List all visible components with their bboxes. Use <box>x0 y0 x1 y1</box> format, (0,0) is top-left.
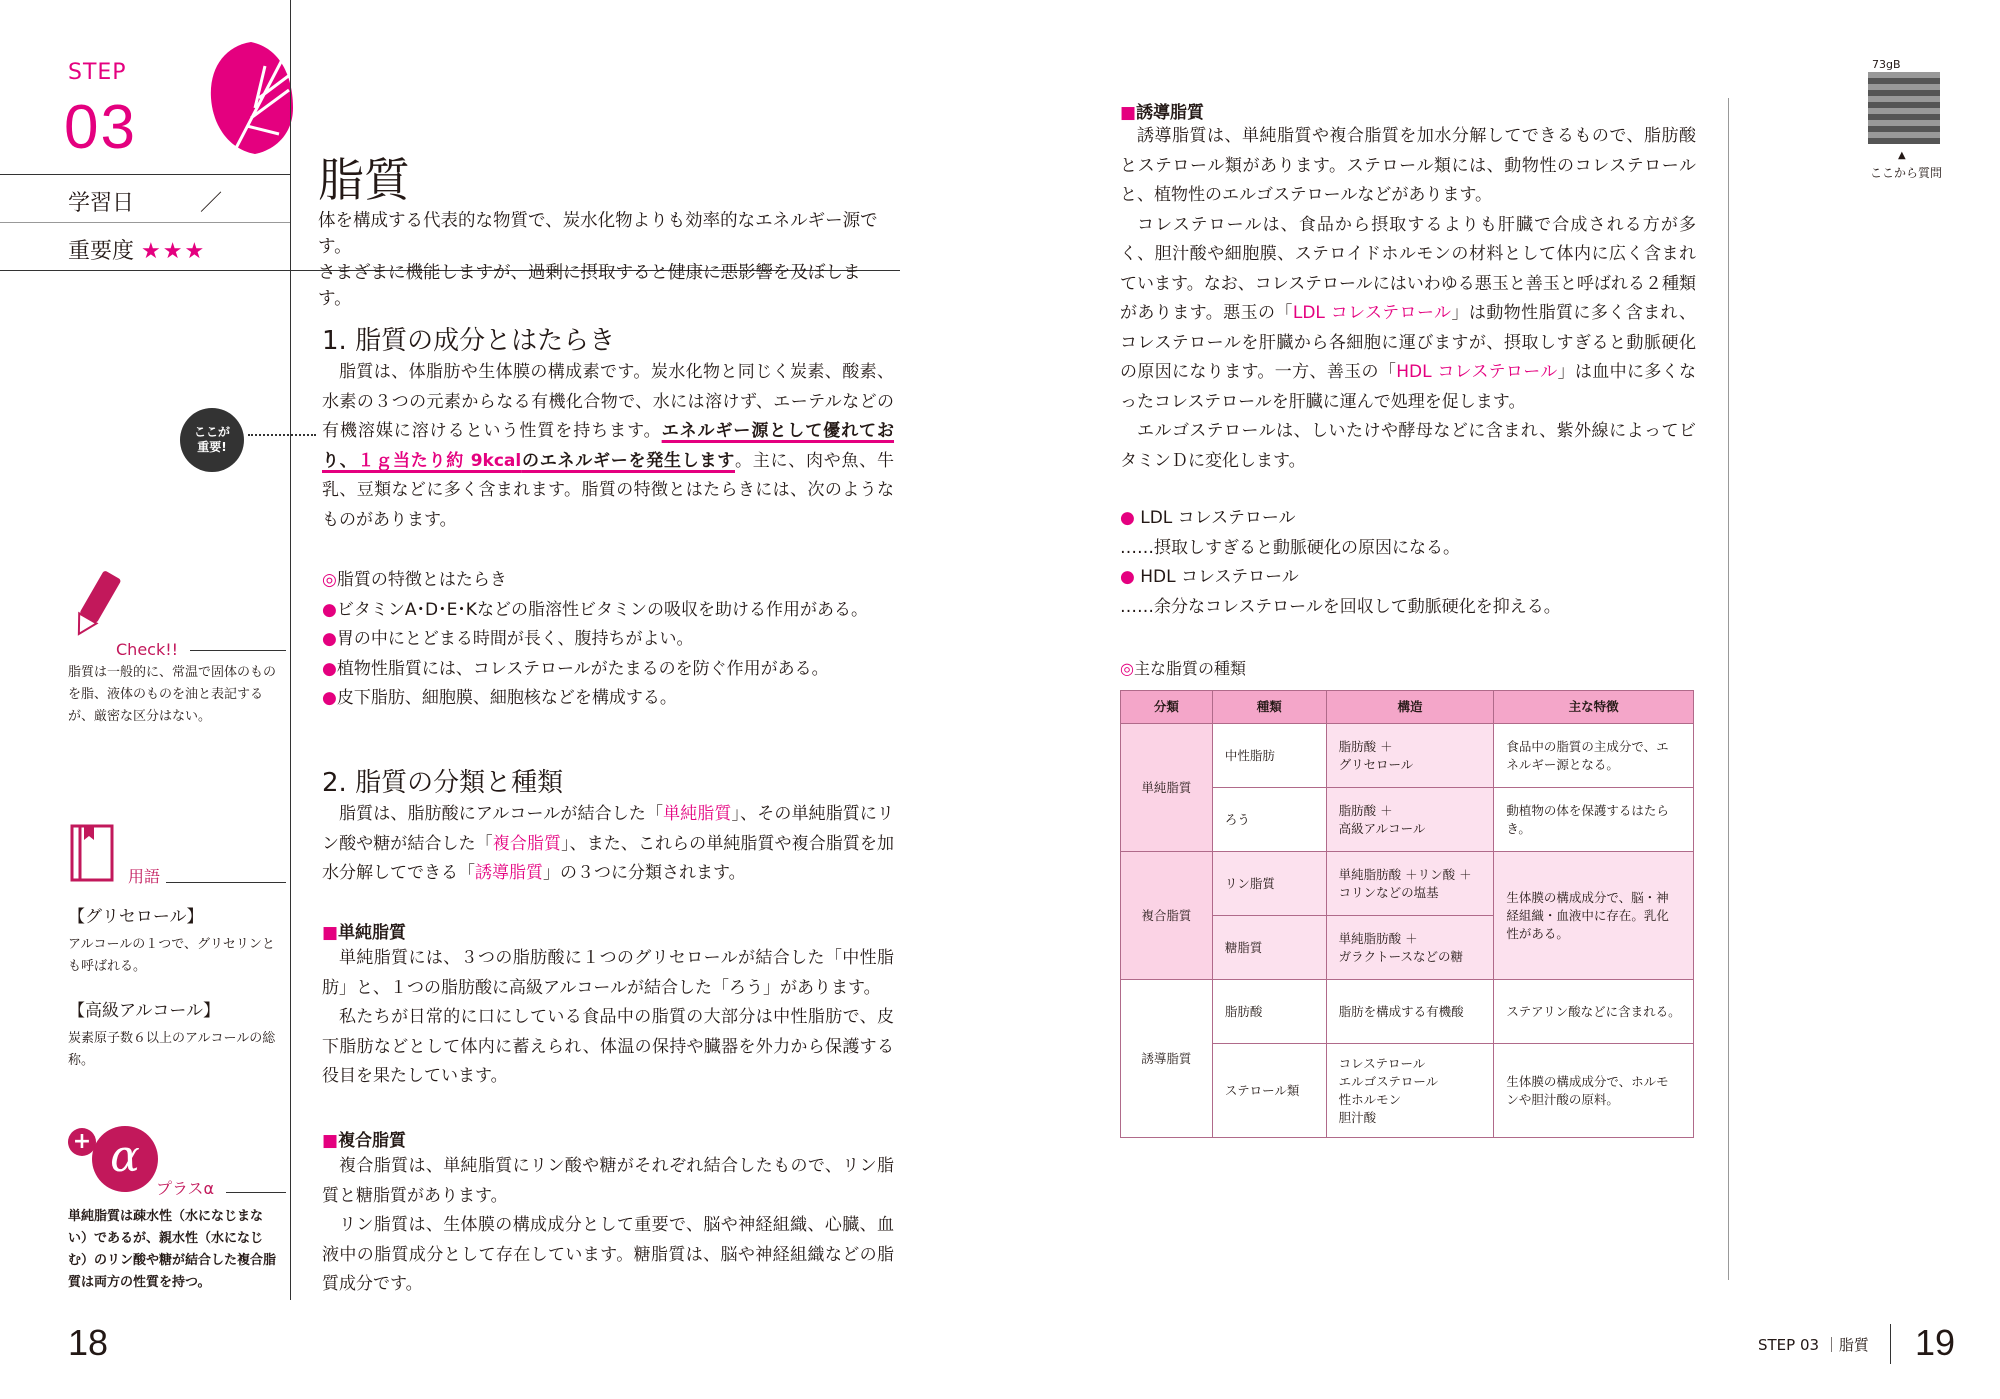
divider-top <box>0 174 290 175</box>
square-icon: ■ <box>322 1131 339 1151</box>
important-badge <box>180 408 244 472</box>
sec1-text-a: 脂質は、体脂肪や生体膜の構成素です。炭水化物と同じく炭素、酸素、水素の３つの元素からなる有機化合物で、水には溶けず、エーテルなどの有機溶媒に溶けるという性質を持ちます。 <box>322 362 894 441</box>
keyword-hdl: HDL コレステロール <box>1396 362 1558 382</box>
list-item <box>1120 504 1561 534</box>
table-header-cell: 主な特徴 <box>1494 691 1694 724</box>
square-icon: ■ <box>1120 103 1137 123</box>
importance-rating <box>68 234 206 265</box>
term-1-heading: 【グリセロール】 <box>68 907 204 927</box>
table-category-cell: 複合脂質 <box>1121 852 1213 980</box>
derived-text-2c: 」は血中に多くなったコレステロールを肝臓に運んで処理を促します。 <box>1120 362 1697 412</box>
table-cell: 生体膜の構成成分で、脳・神経組織・血液中に存在。乳化性がある。 <box>1494 852 1694 980</box>
lipid-types-table <box>1120 690 1694 1138</box>
table-cell: 動植物の体を保護するはたらき。 <box>1494 788 1694 852</box>
table-cell: コレステロール エルゴステロール 性ホルモン 胆汁酸 <box>1326 1044 1494 1138</box>
list-item <box>322 655 868 685</box>
term-1-text: アルコールの１つで、グリセリンとも呼ばれる。 <box>68 937 275 974</box>
complex-lipid-text-2: リン脂質は、生体膜の構成成分として重要で、脳や神経組織、心臓、血液中の脂質成分として存在しています。糖脂質は、脳や神経組織などの脂質成分です。 <box>322 1215 894 1294</box>
sec1-emphasis-2: １ｇ当たり約 9kcal <box>357 450 522 471</box>
ldl-description: ……摂取しすぎると動脈硬化の原因になる。 <box>1120 537 1460 558</box>
table-title <box>1120 656 1246 679</box>
ldl-title: LDL コレステロール <box>1140 508 1296 528</box>
table-header-cell: 構造 <box>1326 691 1494 724</box>
bullet-icon: ● <box>322 629 337 649</box>
sec1-text-b: 。主に、肉や魚、牛乳、豆類などに多く含まれます。脂質の特徴とはたらきには、次のようなものがあります。 <box>322 450 895 530</box>
table-header-cell: 分類 <box>1121 691 1213 724</box>
sec2-text-b: 」、その単純脂質にリン酸や糖が結合した「 <box>322 804 895 854</box>
table-category-cell: 単純脂質 <box>1121 724 1213 852</box>
keyword-ldl: LDL コレステロール <box>1292 303 1452 323</box>
qr-caption: ここから質問 <box>1870 166 1943 180</box>
derived-text-2b: 」は動物性脂質に多く含まれ、コレステロールを肝臓から各細胞に運びますが、摂取しすぎると動脈硬化の原因になります。一方、善玉の「 <box>1120 303 1696 382</box>
table-cell: 脂肪を構成する有機酸 <box>1326 980 1494 1044</box>
qr-code-icon[interactable] <box>1868 72 1940 144</box>
features-list <box>322 566 868 714</box>
table-cell: 単純脂肪酸 ＋ ガラクトースなどの糖 <box>1326 916 1494 980</box>
features-mark: ◎ <box>322 570 337 590</box>
complex-lipid-text-1: 複合脂質は、単純脂質にリン酸や糖がそれぞれ結合したもので、リン脂質と糖脂質があります。 <box>322 1156 894 1206</box>
divider-mid <box>0 222 290 223</box>
sec1-emphasis-1: エネルギー源として優れており、 <box>322 421 895 471</box>
bullet-icon: ● <box>322 688 337 708</box>
sec2-text-d: 」の３つに分類されます。 <box>543 863 746 883</box>
page-number-left: 18 <box>68 1322 109 1363</box>
yougo-rule <box>166 882 286 883</box>
page-number-right: 19 <box>1915 1322 1956 1363</box>
bullet-icon: ● <box>1120 567 1135 587</box>
table-row <box>1121 724 1694 788</box>
complex-lipid-paragraph <box>322 1152 894 1300</box>
table-title-text: 主な脂質の種類 <box>1133 659 1246 678</box>
section-2-title: 2. 脂質の分類と種類 <box>322 768 564 798</box>
term-2-text: 炭素原子数６以上のアルコールの総称。 <box>68 1031 276 1068</box>
table-cell: 糖脂質 <box>1212 916 1326 980</box>
features-title <box>322 566 868 596</box>
simple-lipid-text-2: 私たちが日常的に口にしている食品中の脂質の大部分は中性脂肪で、皮下脂肪などとして体内に蓄えられ、体温の保持や臓器を外力から保護する役目を果たしています。 <box>322 1007 894 1086</box>
table-header-cell: 種類 <box>1212 691 1326 724</box>
square-icon: ■ <box>322 923 339 943</box>
intro-line-2: さまざまに機能しますが、過剰に摂取すると健康に悪影響を及ぼします。 <box>318 263 861 309</box>
plus-alpha-rule <box>226 1192 286 1193</box>
pencil-icon <box>64 568 126 640</box>
plus-alpha-text: 単純脂質は疎水性（水になじまない）であるが、親水性（水になじむ）のリン酸や糖が結合した複合脂質は両方の性質を持つ。 <box>68 1209 277 1290</box>
table-cell: 脂肪酸 <box>1212 980 1326 1044</box>
table-category-cell: 誘導脂質 <box>1121 980 1213 1138</box>
keyword-simple-lipid: 単純脂質 <box>663 804 732 824</box>
table-cell: ステアリン酸などに含まれる。 <box>1494 980 1694 1044</box>
important-badge-text: ここが重要! <box>193 425 230 454</box>
complex-lipid-heading-text: 複合脂質 <box>338 1131 407 1151</box>
table-cell: ろう <box>1212 788 1326 852</box>
running-head: STEP 03 ｜脂質 <box>1758 1336 1869 1354</box>
yougo-label: 用語 <box>128 867 161 886</box>
simple-lipid-heading-text: 単純脂質 <box>338 923 407 943</box>
list-item <box>322 684 868 714</box>
list-item <box>1120 563 1561 593</box>
step-label: STEP <box>68 60 127 85</box>
table-row <box>1121 980 1694 1044</box>
keyword-derived-lipid: 誘導脂質 <box>475 863 543 883</box>
check-label: Check!! <box>116 640 179 659</box>
table-cell: 脂肪酸 ＋ グリセロール <box>1326 724 1494 788</box>
simple-lipid-heading <box>322 918 406 943</box>
table-cell: 単純脂肪酸 ＋リン酸 ＋ コリンなどの塩基 <box>1326 852 1494 916</box>
section-2-paragraph <box>322 800 894 889</box>
list-item-text: 胃の中にとどまる時間が長く、腹持ちがよい。 <box>336 629 694 649</box>
bullet-icon: ● <box>1120 508 1135 528</box>
table-header-row <box>1121 691 1694 724</box>
hdl-description: ……余分なコレステロールを回収して動脈硬化を抑える。 <box>1120 596 1561 617</box>
importance-label: 重要度 <box>68 239 135 264</box>
footer-divider <box>1890 1324 1891 1364</box>
derived-lipid-heading-text: 誘導脂質 <box>1136 103 1205 123</box>
alpha-icon: α <box>92 1126 158 1192</box>
table-cell: 生体膜の構成成分で、ホルモンや胆汁酸の原料。 <box>1494 1044 1694 1138</box>
derived-text-3: エルゴステロールは、しいたけや酵母などに含まれ、紫外線によってビタミンＤに変化します。 <box>1120 421 1696 471</box>
term-2-heading: 【高級アルコール】 <box>68 1001 220 1021</box>
list-item-text: 植物性脂質には、コレステロールがたまるのを防ぐ作用がある。 <box>336 658 829 679</box>
table-title-mark: ◎ <box>1120 659 1134 678</box>
table-cell: 食品中の脂質の主成分で、エネルギー源となる。 <box>1494 724 1694 788</box>
margin-divider <box>290 0 291 1300</box>
sec2-text-c: 」、また、これらの単純脂質や複合脂質を加水分解してできる「 <box>322 833 895 883</box>
page-title: 脂質 <box>318 153 410 207</box>
qr-code-label: 73gB <box>1872 58 1901 71</box>
derived-text-2a: コレステロールは、食品から摂取するよりも肝臓で合成される方が多く、胆汁酸や細胞膜、ステロイドホルモンの材料として体内に広く含まれています。なお、コレステロールにはいわゆる悪玉と善玉と呼ばれる２種類があります。悪玉の「 <box>1120 214 1696 323</box>
simple-lipid-text-1: 単純脂質には、３つの脂肪酸に１つのグリセロールが結合した「中性脂肪」と、１つの脂肪酸に高級アルコールが結合した「ろう」があります。 <box>322 948 894 998</box>
derived-lipid-heading <box>1120 98 1204 123</box>
complex-lipid-heading <box>322 1126 406 1151</box>
star-rating-icon: ★★★ <box>141 239 207 264</box>
list-item <box>322 596 868 626</box>
table-cell: ステロール類 <box>1212 1044 1326 1138</box>
check-rule <box>190 650 286 651</box>
intro-text <box>318 208 888 312</box>
check-note: 脂質は一般的に、常温で固体のものを脂、液体のものを油と表記するが、厳密な区分はない。 <box>68 665 277 724</box>
plus-alpha-label: プラスα <box>156 1179 215 1198</box>
sec1-emphasis-3: のエネルギーを発生します <box>521 450 735 471</box>
features-title-text: 脂質の特徴とはたらき <box>336 570 507 590</box>
list-item <box>322 625 868 655</box>
hdl-title: HDL コレステロール <box>1140 567 1299 587</box>
right-margin-divider <box>1728 98 1729 1280</box>
study-date-field: 学習日 ／ <box>68 191 223 216</box>
lettuce-leaf-icon <box>205 38 297 158</box>
bullet-icon: ● <box>322 658 337 679</box>
table-cell: リン脂質 <box>1212 852 1326 916</box>
derived-text-1: 誘導脂質は、単純脂質や複合脂質を加水分解してできるもので、脂肪酸とステロール類があります。ステロール類には、動物性のコレステロールと、植物性のエルゴステロールなどがあります。 <box>1120 126 1696 205</box>
section-1-title: 1. 脂質の成分とはたらき <box>322 326 616 356</box>
table-row <box>1121 852 1694 916</box>
table-cell: 中性脂肪 <box>1212 724 1326 788</box>
book-icon <box>70 824 114 882</box>
step-number: 03 <box>64 93 137 162</box>
section-1-paragraph <box>322 358 894 535</box>
bullet-icon: ● <box>322 599 337 620</box>
simple-lipid-paragraph <box>322 944 894 1092</box>
keyword-complex-lipid: 複合脂質 <box>492 833 562 854</box>
important-badge-leader <box>248 434 316 436</box>
plus-icon: + <box>68 1128 96 1156</box>
list-item-text: 皮下脂肪、細胞膜、細胞核などを構成する。 <box>336 688 677 708</box>
sec1-emphasis-2-wrap <box>358 451 735 471</box>
intro-line-1: 体を構成する代表的な物質で、炭水化物よりも効率的なエネルギー源です。 <box>318 211 878 257</box>
list-item-text: ビタミンA･D･E･Kなどの脂溶性ビタミンの吸収を助ける作用がある。 <box>336 599 868 620</box>
derived-lipid-paragraph <box>1120 122 1696 476</box>
table-cell: 脂肪酸 ＋ 高級アルコール <box>1326 788 1494 852</box>
sec2-text-a: 脂質は、脂肪酸にアルコールが結合した「 <box>339 804 664 824</box>
cholesterol-list <box>1120 504 1561 622</box>
arrow-up-icon: ▲ <box>1898 150 1906 161</box>
